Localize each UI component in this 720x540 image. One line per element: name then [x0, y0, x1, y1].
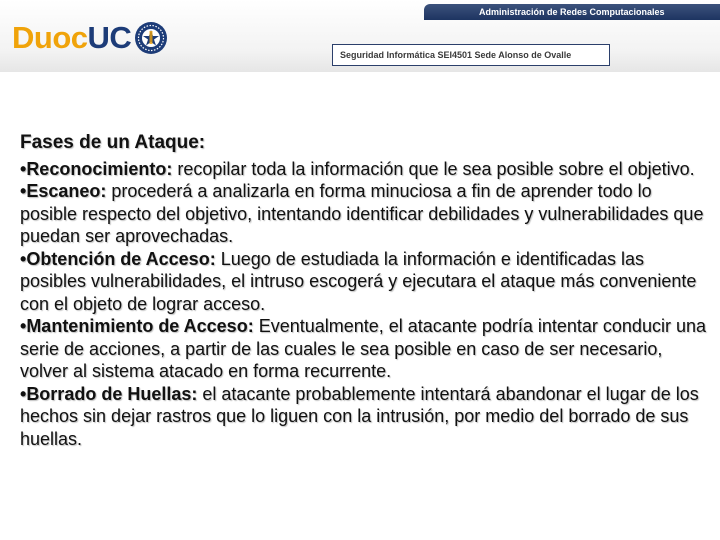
- phase-item: [20, 158, 710, 181]
- uc-seal-icon: [134, 21, 168, 55]
- phase-term: Escaneo:: [26, 181, 107, 201]
- bullet-marker: •: [20, 316, 27, 336]
- slide-header: [0, 0, 720, 72]
- phase-term: Mantenimiento de Acceso:: [26, 316, 254, 336]
- slide-title: Fases de un Ataque:: [20, 132, 206, 153]
- phase-list: [20, 158, 710, 451]
- bullet-marker: •: [20, 383, 27, 404]
- phase-description: recopilar toda la información que le sea posible sobre el objetivo.: [172, 158, 695, 179]
- course-banner: Administración de Redes Computacionales: [424, 4, 720, 20]
- phase-term: Obtención de Acceso:: [26, 248, 216, 269]
- bullet-marker: •: [20, 181, 27, 201]
- bullet-marker: •: [20, 248, 27, 269]
- course-label: Seguridad Informática SEI4501 Sede Alonso de Ovalle: [332, 44, 610, 66]
- phase-description: procederá a analizarla en forma minuciosa a fin de aprender todo lo posible respecto del objetivo, intentando identificar debilidades y vulnerabilidades que puedan ser aprovechadas.: [20, 181, 704, 246]
- phase-description: Eventualmente, el atacante podría intentar conducir una serie de acciones, a partir de las cuales le sea posible en caso de ser necesario, volver al sistema atacado en forma recurrente.: [20, 316, 706, 381]
- phase-term: Borrado de Huellas:: [26, 383, 198, 404]
- duoc-uc-logo: [12, 18, 168, 58]
- phase-item: [20, 180, 710, 248]
- phase-item: [20, 315, 710, 383]
- bullet-marker: •: [20, 158, 27, 179]
- phase-item: [20, 383, 710, 451]
- phase-item: [20, 248, 710, 316]
- phase-description: el atacante probablemente intentará abandonar el lugar de los hechos sin dejar rastros que lo liguen con la intrusión, por medio del borrado de sus huellas.: [20, 383, 699, 449]
- logo-uc-text: UC: [87, 20, 132, 55]
- slide-body: [20, 132, 710, 450]
- phase-term: Reconocimiento:: [26, 158, 173, 179]
- phase-description: Luego de estudiada la información e identificadas las posibles vulnerabilidades, el intruso escogerá y ejecutara el ataque más conveniente con el objeto de lograr acceso.: [20, 248, 697, 314]
- logo-duoc-text: Duoc: [12, 20, 88, 55]
